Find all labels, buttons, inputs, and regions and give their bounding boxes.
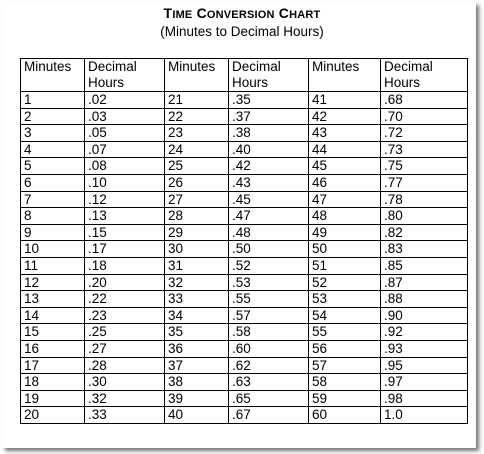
table-row bbox=[21, 224, 468, 241]
minutes-cell: 54 bbox=[309, 307, 381, 324]
decimal-hours-cell: .52 bbox=[229, 257, 309, 274]
decimal-hours-cell: .50 bbox=[229, 241, 309, 258]
decimal-hours-cell: .18 bbox=[85, 257, 165, 274]
minutes-cell: 34 bbox=[165, 307, 229, 324]
minutes-cell: 49 bbox=[309, 224, 381, 241]
decimal-hours-cell: .77 bbox=[381, 174, 468, 191]
minutes-cell: 50 bbox=[309, 241, 381, 258]
minutes-cell: 26 bbox=[165, 174, 229, 191]
decimal-hours-cell: .60 bbox=[229, 340, 309, 357]
table-row bbox=[21, 257, 468, 274]
minutes-cell: 44 bbox=[309, 141, 381, 158]
minutes-cell: 10 bbox=[21, 241, 85, 258]
minutes-cell: 4 bbox=[21, 141, 85, 158]
minutes-cell: 3 bbox=[21, 125, 85, 142]
decimal-hours-cell: .37 bbox=[229, 108, 309, 125]
minutes-cell: 37 bbox=[165, 357, 229, 374]
minutes-cell: 25 bbox=[165, 158, 229, 175]
decimal-hours-cell: .75 bbox=[381, 158, 468, 175]
minutes-column-header: Minutes bbox=[309, 59, 381, 92]
decimal-hours-cell: .28 bbox=[85, 357, 165, 374]
minutes-cell: 43 bbox=[309, 125, 381, 142]
table-row bbox=[21, 274, 468, 291]
minutes-cell: 11 bbox=[21, 257, 85, 274]
minutes-cell: 30 bbox=[165, 241, 229, 258]
decimal-hours-cell: .80 bbox=[381, 208, 468, 225]
decimal-hours-cell: .02 bbox=[85, 92, 165, 109]
minutes-cell: 28 bbox=[165, 208, 229, 225]
minutes-cell: 15 bbox=[21, 324, 85, 341]
table-row bbox=[21, 291, 468, 308]
chart-subtitle: (Minutes to Decimal Hours) bbox=[160, 24, 324, 39]
decimal-hours-cell: .63 bbox=[229, 374, 309, 391]
decimal-hours-cell: .65 bbox=[229, 390, 309, 407]
minutes-cell: 29 bbox=[165, 224, 229, 241]
minutes-cell: 32 bbox=[165, 274, 229, 291]
decimal-hours-cell: .32 bbox=[85, 390, 165, 407]
table-row bbox=[21, 374, 468, 391]
minutes-cell: 14 bbox=[21, 307, 85, 324]
decimal-hours-cell: .23 bbox=[85, 307, 165, 324]
minutes-column-header: Minutes bbox=[165, 59, 229, 92]
decimal-hours-cell: .93 bbox=[381, 340, 468, 357]
decimal-hours-cell: .12 bbox=[85, 191, 165, 208]
decimal-hours-column-header: Decimal Hours bbox=[229, 59, 309, 92]
minutes-cell: 16 bbox=[21, 340, 85, 357]
minutes-cell: 19 bbox=[21, 390, 85, 407]
decimal-hours-cell: .20 bbox=[85, 274, 165, 291]
decimal-hours-cell: .78 bbox=[381, 191, 468, 208]
table-row bbox=[21, 307, 468, 324]
minutes-cell: 24 bbox=[165, 141, 229, 158]
minutes-cell: 60 bbox=[309, 407, 381, 424]
decimal-hours-cell: .68 bbox=[381, 92, 468, 109]
decimal-hours-cell: .17 bbox=[85, 241, 165, 258]
decimal-hours-cell: .45 bbox=[229, 191, 309, 208]
decimal-hours-cell: .10 bbox=[85, 174, 165, 191]
table-row bbox=[21, 241, 468, 258]
decimal-hours-column-header: Decimal Hours bbox=[85, 59, 165, 92]
minutes-cell: 51 bbox=[309, 257, 381, 274]
decimal-hours-cell: .82 bbox=[381, 224, 468, 241]
minutes-cell: 23 bbox=[165, 125, 229, 142]
minutes-cell: 31 bbox=[165, 257, 229, 274]
minutes-cell: 9 bbox=[21, 224, 85, 241]
table-row bbox=[21, 407, 468, 424]
minutes-cell: 57 bbox=[309, 357, 381, 374]
decimal-hours-cell: .07 bbox=[85, 141, 165, 158]
table-row bbox=[21, 357, 468, 374]
table-row bbox=[21, 174, 468, 191]
decimal-hours-cell: .73 bbox=[381, 141, 468, 158]
decimal-hours-cell: .47 bbox=[229, 208, 309, 225]
minutes-cell: 22 bbox=[165, 108, 229, 125]
minutes-cell: 48 bbox=[309, 208, 381, 225]
minutes-cell: 21 bbox=[165, 92, 229, 109]
decimal-hours-cell: .62 bbox=[229, 357, 309, 374]
table-row bbox=[21, 208, 468, 225]
table-row bbox=[21, 390, 468, 407]
decimal-hours-cell: .87 bbox=[381, 274, 468, 291]
decimal-hours-column-header: Decimal Hours bbox=[381, 59, 468, 92]
minutes-cell: 8 bbox=[21, 208, 85, 225]
minutes-cell: 6 bbox=[21, 174, 85, 191]
minutes-cell: 36 bbox=[165, 340, 229, 357]
minutes-cell: 59 bbox=[309, 390, 381, 407]
chart-title: TIME CONVERSION CHART bbox=[163, 5, 321, 21]
decimal-hours-cell: .13 bbox=[85, 208, 165, 225]
decimal-hours-cell: .97 bbox=[381, 374, 468, 391]
decimal-hours-cell: .95 bbox=[381, 357, 468, 374]
decimal-hours-cell: .08 bbox=[85, 158, 165, 175]
decimal-hours-cell: 1.0 bbox=[381, 407, 468, 424]
decimal-hours-cell: .58 bbox=[229, 324, 309, 341]
decimal-hours-cell: .43 bbox=[229, 174, 309, 191]
decimal-hours-cell: .25 bbox=[85, 324, 165, 341]
decimal-hours-cell: .15 bbox=[85, 224, 165, 241]
minutes-cell: 20 bbox=[21, 407, 85, 424]
decimal-hours-cell: .05 bbox=[85, 125, 165, 142]
minutes-cell: 2 bbox=[21, 108, 85, 125]
decimal-hours-cell: .55 bbox=[229, 291, 309, 308]
table-row bbox=[21, 340, 468, 357]
decimal-hours-cell: .57 bbox=[229, 307, 309, 324]
decimal-hours-cell: .48 bbox=[229, 224, 309, 241]
minutes-cell: 7 bbox=[21, 191, 85, 208]
decimal-hours-cell: .38 bbox=[229, 125, 309, 142]
decimal-hours-cell: .53 bbox=[229, 274, 309, 291]
minutes-cell: 5 bbox=[21, 158, 85, 175]
minutes-cell: 13 bbox=[21, 291, 85, 308]
decimal-hours-cell: .88 bbox=[381, 291, 468, 308]
decimal-hours-cell: .27 bbox=[85, 340, 165, 357]
table-body bbox=[21, 92, 468, 424]
table-row bbox=[21, 158, 468, 175]
minutes-cell: 53 bbox=[309, 291, 381, 308]
table-row bbox=[21, 324, 468, 341]
minutes-cell: 41 bbox=[309, 92, 381, 109]
minutes-cell: 18 bbox=[21, 374, 85, 391]
table-row bbox=[21, 92, 468, 109]
decimal-hours-cell: .83 bbox=[381, 241, 468, 258]
table-header-row bbox=[21, 59, 468, 92]
decimal-hours-cell: .67 bbox=[229, 407, 309, 424]
decimal-hours-cell: .22 bbox=[85, 291, 165, 308]
minutes-cell: 58 bbox=[309, 374, 381, 391]
table-row bbox=[21, 108, 468, 125]
minutes-cell: 42 bbox=[309, 108, 381, 125]
decimal-hours-cell: .33 bbox=[85, 407, 165, 424]
minutes-cell: 39 bbox=[165, 390, 229, 407]
decimal-hours-cell: .03 bbox=[85, 108, 165, 125]
table-row bbox=[21, 191, 468, 208]
table-row bbox=[21, 125, 468, 142]
decimal-hours-cell: .42 bbox=[229, 158, 309, 175]
decimal-hours-cell: .35 bbox=[229, 92, 309, 109]
minutes-cell: 52 bbox=[309, 274, 381, 291]
minutes-cell: 1 bbox=[21, 92, 85, 109]
minutes-column-header: Minutes bbox=[21, 59, 85, 92]
minutes-cell: 12 bbox=[21, 274, 85, 291]
decimal-hours-cell: .70 bbox=[381, 108, 468, 125]
minutes-cell: 33 bbox=[165, 291, 229, 308]
conversion-table bbox=[20, 58, 468, 424]
minutes-cell: 56 bbox=[309, 340, 381, 357]
table-row bbox=[21, 141, 468, 158]
decimal-hours-cell: .30 bbox=[85, 374, 165, 391]
decimal-hours-cell: .85 bbox=[381, 257, 468, 274]
minutes-cell: 47 bbox=[309, 191, 381, 208]
minutes-cell: 55 bbox=[309, 324, 381, 341]
decimal-hours-cell: .92 bbox=[381, 324, 468, 341]
minutes-cell: 40 bbox=[165, 407, 229, 424]
decimal-hours-cell: .98 bbox=[381, 390, 468, 407]
minutes-cell: 35 bbox=[165, 324, 229, 341]
minutes-cell: 17 bbox=[21, 357, 85, 374]
minutes-cell: 38 bbox=[165, 374, 229, 391]
minutes-cell: 27 bbox=[165, 191, 229, 208]
minutes-cell: 46 bbox=[309, 174, 381, 191]
decimal-hours-cell: .72 bbox=[381, 125, 468, 142]
minutes-cell: 45 bbox=[309, 158, 381, 175]
decimal-hours-cell: .90 bbox=[381, 307, 468, 324]
decimal-hours-cell: .40 bbox=[229, 141, 309, 158]
